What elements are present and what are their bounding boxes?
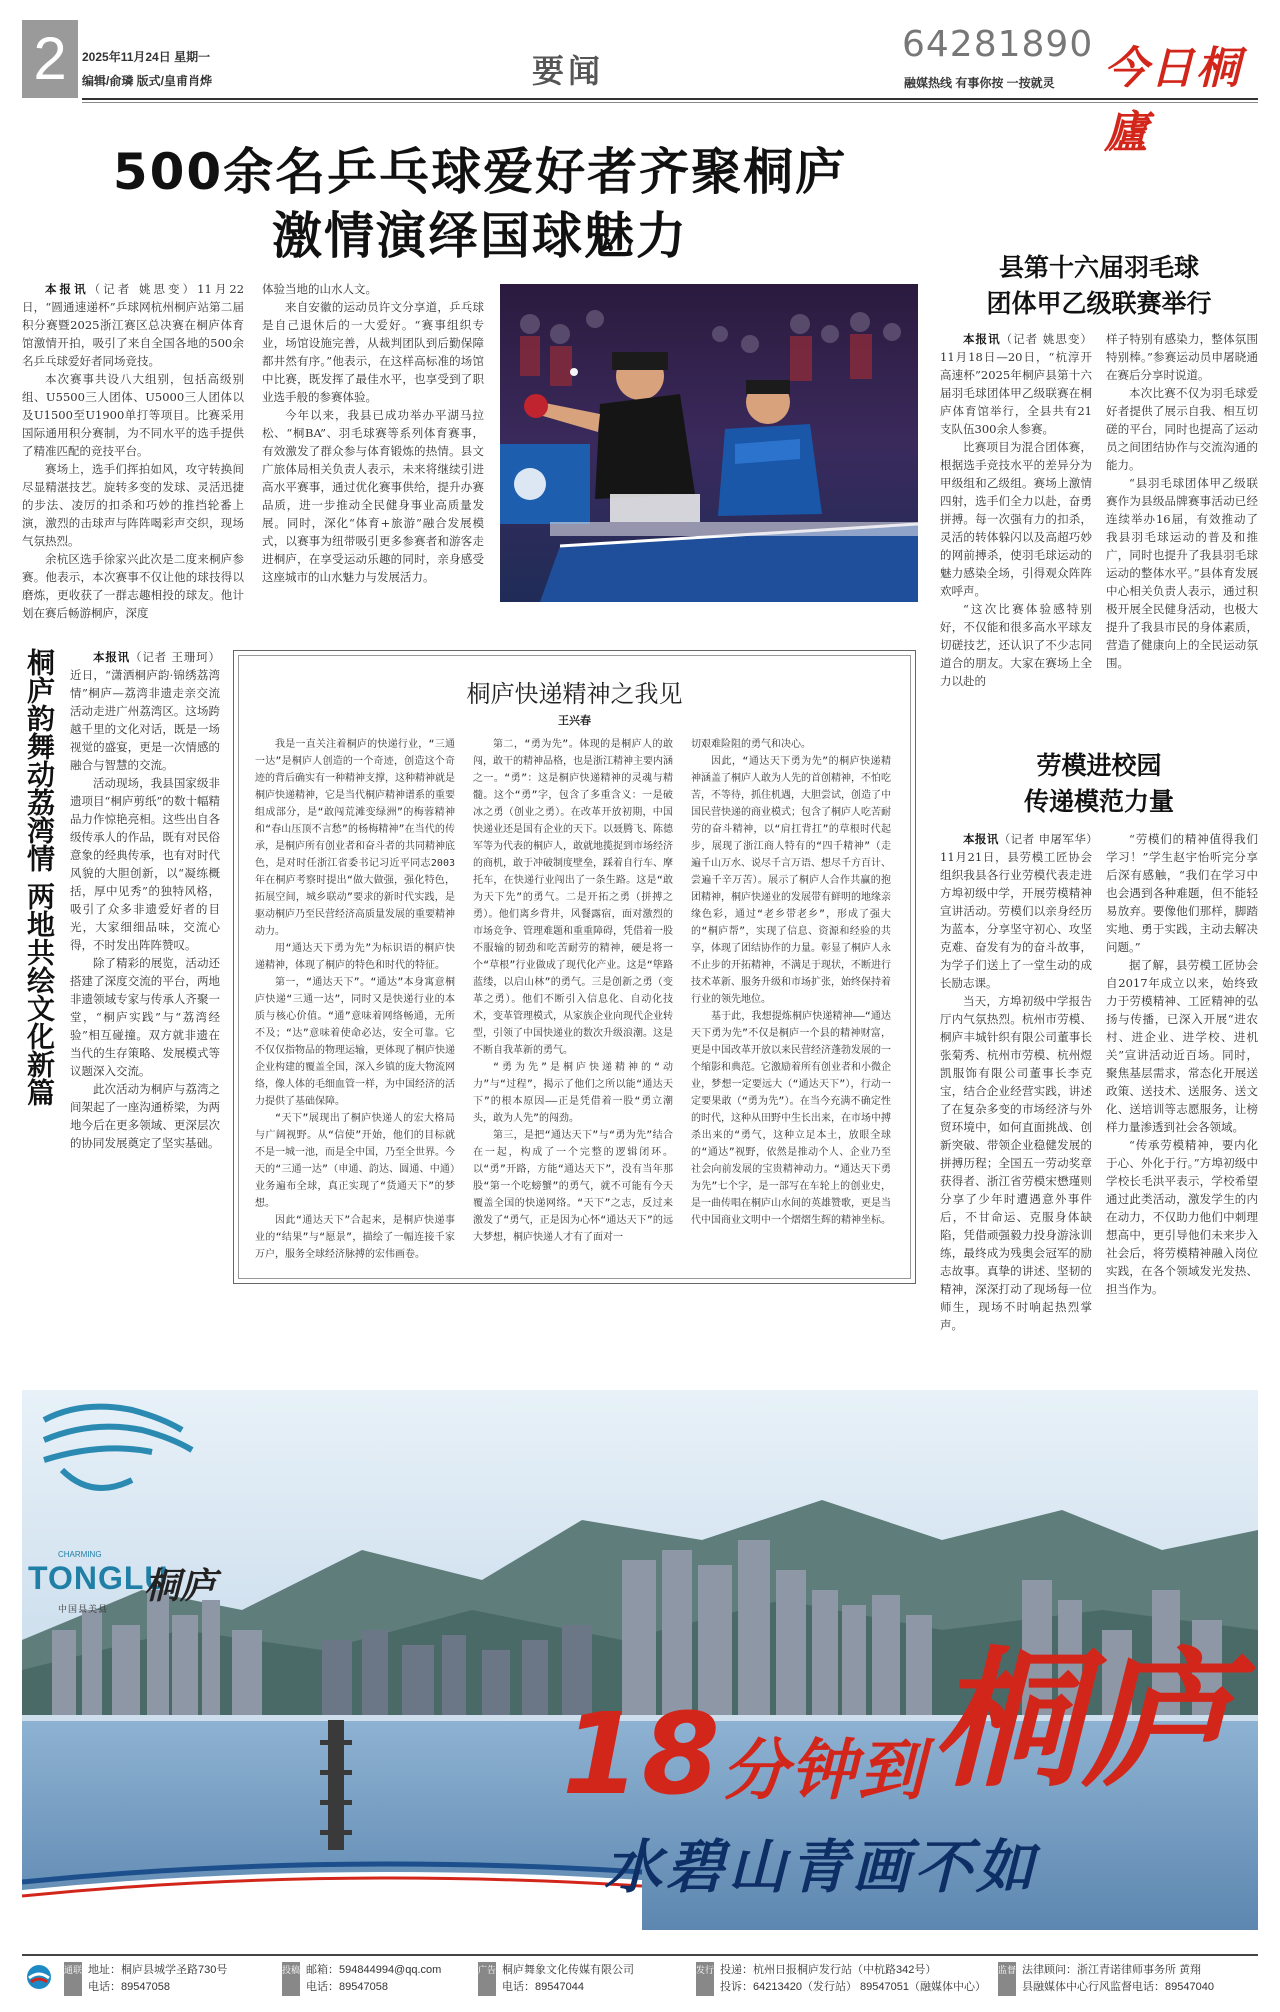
model-worker-paragraph: “劳模们的精神值得我们学习！”学生赵宇怡听完分享后深有感触，“我们在学习中也会遇到各种难题，但不能轻易放弃。要像他们那样，脚踏实地、勇于实践，主动去解决问题。” (1106, 832, 1258, 954)
model-worker-paragraph: 据了解，县劳模工匠协会自2017年成立以来，始终致力于劳模精神、工匠精神的弘扬与传播，已深入开展“进农村、进企业、进学校、进机关”宣讲活动近百场。同时，聚焦基层需求，常态化开展送政策、送技术、送服务、送文化、送培训等志愿服务，让榜样力量渗透到社会各领域。 (1106, 958, 1258, 1134)
model-worker-paragraph: （记者 申屠军华）11月21日，县劳模工匠协会组织我县各行业劳模代表走进方埠初级中学，开展劳模精神宣讲活动。劳模们以亲身经历为蓝本，分享坚守初心、攻坚克难、奋发有为的奋斗故事，为学子们送上了一堂生动的成长励志课。 (940, 832, 1093, 990)
footer-delivery: 投递：杭州日报桐庐发行站（中杭路342号） (720, 1964, 937, 1976)
ad-brush-calligraphy: 桐庐 (932, 1632, 1233, 1808)
essay-author: 王兴春 (558, 714, 591, 727)
essay-paragraph: 因此，“通达天下勇为先”的桐庐快递精神涵盖了桐庐人敢为人先的首创精神，不怕吃苦，不等待，抓住机遇，大胆尝试，创造了中国民营快递的商业模式；包含了桐庐人吃苦耐劳的奋斗精神，以“肩扛背扛”的草根时代起步，展现了浙江商人特有的“四千精神”（走遍千山万水、说尽千言万语、想尽千方百计、尝遍千辛万苦）。展示了桐庐人合作共赢的抱团精神，桐庐快递业的发展带有鲜明的地缘亲缘色彩，通过“老乡带老乡”，形成了强大的“桐庐帮”，实现了信息、资源和经验的共享，体现了团结协作的力量。彰显了桐庐人永不止步的开拓精神，不满足于现状，不断进行技术革新、服务升级和市场扩张，始终保持着行业的领先地位。 (691, 756, 891, 1005)
footer-ad-company: 桐庐舞象文化传媒有限公司 (502, 1964, 634, 1976)
footer-tag: 投稿 (282, 1962, 300, 1996)
hotline-slogan: 融媒热线 有事你按 一按就灵 (904, 76, 1055, 90)
footer-phone: 电话：89547044 (502, 1981, 584, 1993)
newspaper-logo: 今日桐廬 (1104, 43, 1242, 158)
badminton-headline (940, 250, 1258, 322)
footer-tag: 通联 (64, 1962, 82, 1996)
page-number: 2 (22, 20, 78, 98)
model-worker-paragraph: “传承劳模精神，要内化于心、外化于行。”方埠初级中学校长毛洪平表示，学校希望通过此类活动，激发学生的内在动力，不仅助力他们中刺理想高中，更引导他们未来步入社会后，将劳模精神融入岗位实践，在各个领域发光发热、担当作为。 (1106, 1138, 1258, 1296)
lychee-paragraph: 此次活动为桐庐与荔湾之间架起了一座沟通桥梁，为两地今后在更多领域、更深层次的协同发展奠定了坚实基础。 (70, 1082, 220, 1150)
model-worker-byline: 本报讯 (963, 832, 999, 846)
badminton-byline: 本报讯 (963, 332, 1001, 346)
footer-phone: 电话：89547058 (306, 1981, 388, 1993)
lychee-vertical-headline: 桐庐韵舞动荔湾情 两地共绘文化新篇 (23, 648, 56, 1106)
essay-paragraph: 用“通达天下勇为先”为标识语的桐庐快递精神，体现了桐庐的特色和时代的特征。 (255, 943, 455, 971)
footer-supervision-phone: 县融媒体中心行风监督电话：89547040 (1022, 1981, 1214, 1993)
lead-paragraph: 赛场上，选手们挥拍如风，攻守转换间尽显精湛技艺。旋转多变的发球、灵活迅捷的步法、凌厉的扣杀和巧妙的推挡轮番上演，激烈的击球声与阵阵喝彩声交织，现场气氛热烈。 (22, 462, 244, 548)
table-tennis-photo (500, 284, 918, 602)
lead-column-1 (22, 280, 244, 622)
lead-byline: 本报讯 (45, 282, 89, 296)
badminton-paragraph: 本次比赛不仅为羽毛球爱好者提供了展示自我、相互切磋的平台，同时也提高了运动员之间团结协作与交流沟通的能力。 (1106, 386, 1258, 472)
ad-slogan-number: 18 (562, 1690, 722, 1820)
lead-headline (60, 140, 900, 268)
footer-phone: 电话：89547058 (88, 1981, 170, 1993)
lead-headline-line1: 500余名乒乓球爱好者齐聚桐庐 (112, 143, 848, 201)
model-worker-column-2 (1106, 830, 1258, 1298)
badminton-paragraph: 比赛项目为混合团体赛，根据选手竞技水平的差异分为甲级组和乙级组。赛场上激情四射，选手们全力以赴，奋勇拼搏。每一次强有力的扣杀，灵活的转体躲闪以及高超巧妙的网前搏杀，使羽毛球运动的魅力感染全场，引得观众阵阵欢呼声。 (940, 440, 1092, 598)
footer-address: 地址：桐庐县城学圣路730号 (88, 1964, 228, 1976)
essay-paragraph: “勇为先”是桐庐快递精神的“动力”与“过程”，揭示了他们之所以能“通达天下”的根本原因——正是凭借着一股“勇立潮头，敢为人先”的闯劲。 (473, 1062, 673, 1124)
essay-paragraph: 第三，是把“通达天下”与“勇为先”结合在一起，构成了一个完整的逻辑闭环。以“勇”开路，方能“通达天下”，没有当年那股“第一个吃螃蟹”的勇气，就不可能有今天覆盖全国的快递网络。“天下”之志，反过来激发了“勇气，正是因为心怀“通达天下”的远大梦想，桐庐快递人才有了面对一 (473, 1130, 673, 1243)
essay-column-2 (473, 736, 673, 1246)
lychee-paragraph: （记者 王珊珂）近日，“潇洒桐庐韵·锦绣荔湾情”桐庐—荔湾非遗走亲交流活动走进广州荔湾区。这场跨越千里的文化对话，既是一场视觉的盛宴，更是一次情感的融合与智慧的交流。 (70, 650, 221, 772)
lead-headline-line2: 激情演绎国球魅力 (272, 207, 688, 265)
footer-tag: 监督 (998, 1962, 1016, 1996)
badminton-paragraph: （记者 姚思变）11月18日—20日，“杭淳开高速杯”2025年桐庐县第十六届羽毛球团体甲乙级联赛在桐庐体育馆举行，全县共有21支队伍300余人参赛。 (940, 332, 1093, 436)
ad-logo-tonglu: TONGLU (28, 1560, 169, 1596)
essay-column-3 (691, 736, 891, 1229)
model-worker-paragraph: 当天，方埠初级中学报告厅内气氛热烈。杭州市劳模、桐庐丰城针织有限公司董事长张菊秀、杭州市劳模、杭州煜凯服饰有限公司董事长李克宝，结合企业经营实践，讲述了在复杂多变的市场经济与外贸环境中，如何直面挑战、创新突破、带领企业稳健发展的拼搏历程；全国五一劳动奖章获得者、浙江省劳模宋懋瑾则分享了少年时遭遇意外事件后，不甘命运、克服身体缺陷，凭借顽强毅力投身游泳训练，最终成为残奥会冠军的励志故事。真挚的讲述、坚韧的精神，深深打动了现场每一位师生，现场不时响起热烈掌声。 (940, 994, 1092, 1332)
footer-submission (306, 1962, 466, 1996)
lychee-paragraph: 活动现场，我县国家级非遗项目“桐庐剪纸”的数十幅精品力作惊艳亮相。这些出自各级传承人的作品，既有对民俗意象的经典传承，也有对时代风貌的大胆创新，以“凝练概括，厚中见秀”的独特风格，吸引了众多非遗爱好者的目光，大家细细品味，交流心得，不时发出阵阵赞叹。 (70, 776, 220, 952)
essay-paragraph: 切艰难险阻的勇气和决心。 (691, 739, 811, 750)
tourism-advertisement (22, 1390, 1258, 1930)
masthead-rule-thin (82, 102, 1258, 103)
footer-tag: 广告 (478, 1962, 496, 1996)
essay-paragraph: 因此“通达天下”合起来，是桐庐快递事业的“结果”与“愿景”，描绘了一幅连接千家万户，服务全球经济脉搏的宏伟画卷。 (255, 1215, 455, 1260)
lead-paragraph: 余杭区选手徐家兴此次是二度来桐庐参赛。他表示，本次赛事不仅让他的球技得以磨炼，更收获了一群志趣相投的球友。他计划在赛后畅游桐庐，深度 (22, 552, 244, 620)
ad-logo-charming: CHARMING (58, 1550, 102, 1559)
footer-distribution (720, 1962, 990, 1996)
date-line: 2025年11月24日 星期一 (82, 50, 211, 64)
model-worker-column-1 (940, 830, 1092, 1334)
media-center-logo-icon (26, 1964, 52, 1990)
badminton-headline-line1: 县第十六届羽毛球 (998, 253, 1199, 282)
essay-title: 桐庐快递精神之我见 (466, 680, 683, 708)
section-title: 要闻 (532, 53, 605, 89)
lead-paragraph: 体验当地的山水人文。 (262, 282, 377, 296)
footer-legal: 法律顾问：浙江青诺律师事务所 黄翔 (1022, 1964, 1202, 1976)
lead-paragraph: 本次赛事共设八大组别，包括高级别组、U5500三人团体、U5000三人团体以及U1500至U1900单打等项目。比赛采用国际通用积分赛制，为不同水平的选手提供了精准匹配的竞技平台。 (22, 372, 244, 458)
essay-paragraph: 第一，“通达天下”。“通达”本身寓意桐庐快递“三通一达”，同时又是快递行业的本质与核心价值。“通”意味着网络畅通，无所不及；“达”意味着使命必达，安全可靠。它不仅仅指物品的物理运输，更体现了桐庐快递企业构建的覆盖全国，深入乡镇的庞大物流网络，像人体的毛细血管一样，为中国经济的活力提供了基础保障。 (255, 977, 455, 1107)
footer-tag: 发行 (696, 1962, 714, 1996)
footer-email: 邮箱：594844994@qq.com (306, 1964, 442, 1976)
footer-advertising (502, 1962, 682, 1996)
essay-paragraph: 基于此，我想提炼桐庐快递精神——“通达天下勇为先”不仅是桐庐一个县的精神财富，更是中国改革开放以来民营经济蓬勃发展的一个缩影和典范。它激励着所有创业者和小微企业，梦想一定要远大（“通达天下”），行动一定要果敢（“勇为先”）。在当今充满不确定性的时代，这种从田野中生长出来，在市场中搏杀出来的“勇气，这种立足本土，放眼全球的“通达”视野，依然是推动个人、企业乃至社会向前发展的宝贵精神动力。“通达天下勇为先”七个字，是一部写在车轮上的创业史，是一曲传唱在桐庐山水间的英雄赞歌，更是当代中国商业文明中一个熠熠生辉的精神坐标。 (691, 1011, 891, 1226)
footer-supervision (1022, 1962, 1258, 1996)
lead-column-2 (262, 280, 484, 586)
ad-logo-chinese: 桐庐 (144, 1565, 217, 1607)
lead-paragraph: 来自安徽的运动员许文分享道，乒乓球是自己退休后的一大爱好。“赛事组织专业，场馆设施完善，从裁判团队到后勤保障都井然有序。”他表示，在这样高标准的场馆中比赛，既发挥了最佳水平，也享受到了职业选手般的参赛体验。 (262, 300, 484, 404)
badminton-paragraph: “这次比赛体验感特别好，不仅能和很多高水平球友切磋技艺，还认识了不少志同道合的朋友。大家在赛场上全力以赴的 (940, 602, 1092, 688)
footer (22, 1954, 1258, 2002)
footer-contact (88, 1962, 268, 1996)
model-worker-headline-line1: 劳模进校园 (1036, 751, 1162, 780)
badminton-headline-line2: 团体甲乙级联赛举行 (986, 289, 1212, 318)
model-worker-headline (940, 748, 1258, 820)
essay-box-inner (238, 655, 911, 1279)
badminton-column-1 (940, 330, 1092, 690)
lychee-paragraph: 除了精彩的展览，活动还搭建了深度交流的平台，两地非遗领域专家与传承人齐聚一堂，“桐庐实践”与“荔湾经验”相互碰撞。双方就非遗在当代的生存策略、发展模式等议题深入交流。 (70, 956, 220, 1078)
lychee-column (70, 648, 220, 1152)
badminton-paragraph: “县羽毛球团体甲乙级联赛作为县级品牌赛事活动已经连续举办16届，有效推动了我县羽毛球运动的普及和推广，同时也提升了我县羽毛球运动的整体水平。”县体育发展中心相关负责人表示，通过积极开展全民健身活动，也极大提升了我县市民的身体素质，营造了健康向上的全民运动氛围。 (1106, 476, 1258, 670)
ad-slogan-line2: 水碧山青画不如 (604, 1833, 1039, 1901)
essay-column-1 (255, 736, 455, 1263)
lychee-byline: 本报讯 (93, 650, 131, 664)
editor-line: 编辑/俞璘 版式/皇甫肖烨 (82, 74, 213, 88)
table-tennis-photo-illustration (500, 284, 918, 602)
masthead (22, 20, 1258, 158)
essay-box (233, 650, 916, 1284)
badminton-column-2 (1106, 330, 1258, 672)
essay-paragraph: 第二，“勇为先”。体现的是桐庐人的敢闯，敢干的精神品格，也是浙江精神主要内涵之一。“勇”：这是桐庐快递精神的灵魂与精髓。这个“勇”字，包含了多重含义：一是破冰之勇（创业之勇）。在改革开放初期，中国快递业还是国有企业的天下。以聂腾飞、陈德军等为代表的桐庐人，敢就地揽捉到市场经济的商机，敢于冲破制度壁垒，踩着自行车、摩托车，在快递行业闯出了一条生路。这是“敢为天下先”的勇气。二是开拓之勇（拼搏之勇）。他们离乡背井，风餐露宿，面对激烈的市场竞争、管理难题和重重障碍，凭借着一股不服输的韧劲和吃苦耐劳的精神，硬是将一个“草根”行业做成了现代化产业。这是“筚路蓝缕，以启山林”的勇气。三是创新之勇（变革之勇）。他们不断引入信息化、自动化技术，变革管理模式，从家族企业向现代企业转型，引领了中国快递业的数次升级浪潮。这是不断自我革新的勇气。 (473, 739, 673, 1056)
lead-paragraph: 今年以来，我县已成功举办平湖马拉松、“桐BA”、羽毛球赛等系列体育赛事，有效激发了群众参与体育锻炼的热情。县文广旅体局相关负责人表示，未来将继续引进高水平赛事，通过优化赛事供给，提升办赛品质，进一步推动全民健身事业高质量发展。同时，深化“体育+旅游”融合发展模式，以赛事为纽带吸引更多参赛者和游客走进桐庐，在享受运动乐趣的同时，亲身感受这座城市的山水魅力与发展活力。 (262, 408, 484, 584)
model-worker-headline-line2: 传递模范力量 (1023, 787, 1174, 816)
footer-complaints: 投诉：64213420（发行站） 89547051（融媒体中心） (720, 1981, 986, 1993)
hotline-number: 64281890 (902, 24, 1094, 65)
ad-slogan-mid: 分钟到 (721, 1732, 926, 1809)
essay-paragraph: “天下”展现出了桐庐快递人的宏大格局与广阔视野。从“信使”开始，他们的目标就不是一城一池，而是全中国，乃至全世界。今天的“三通一达”（申通、韵达、圆通、中通）业务遍布全球，真正实现了“货通天下”的梦想。 (255, 1113, 455, 1209)
ad-slogan-line1 (562, 1690, 926, 1820)
masthead-rule (82, 98, 1258, 100)
lead-paragraph: （记者 姚思变）11月22日，“圆通速递杯”乒球网杭州桐庐站第二届积分赛暨2025浙江赛区总决赛在桐庐体育馆激情开拍，吸引了来自全国各地的500余名乒乓球爱好者同场竞技。 (22, 282, 245, 368)
badminton-paragraph: 样子特别有感染力，整体氛围特别棒。”参赛运动员申屠晓通在赛后分享时说道。 (1106, 332, 1258, 382)
ad-logo-subtitle: 中国县美县 (58, 1604, 109, 1614)
essay-paragraph: 我是一直关注着桐庐的快递行业，“三通一达”是桐庐人创造的一个奇迹，创造这个奇迹的背后确实有一种精神支撑，这种精神就是桐庐快递精神，它是当代桐庐精神谱系的重要组成部分，是“敢闯荒滩变绿洲”的梅蓉精神和“春山压顶不言愁”的杨梅精神”在当代的传承，是桐庐所有创业者和奋斗者的共同精神底色，是对时任浙江省委书记习近平同志2003年在桐庐考察时提出“做大做强，强化特色，拓展空间，城乡联动”要求的新时代实践，是驱动桐庐乃至民营经济高质量发展的重要精神动力。 (255, 739, 455, 937)
